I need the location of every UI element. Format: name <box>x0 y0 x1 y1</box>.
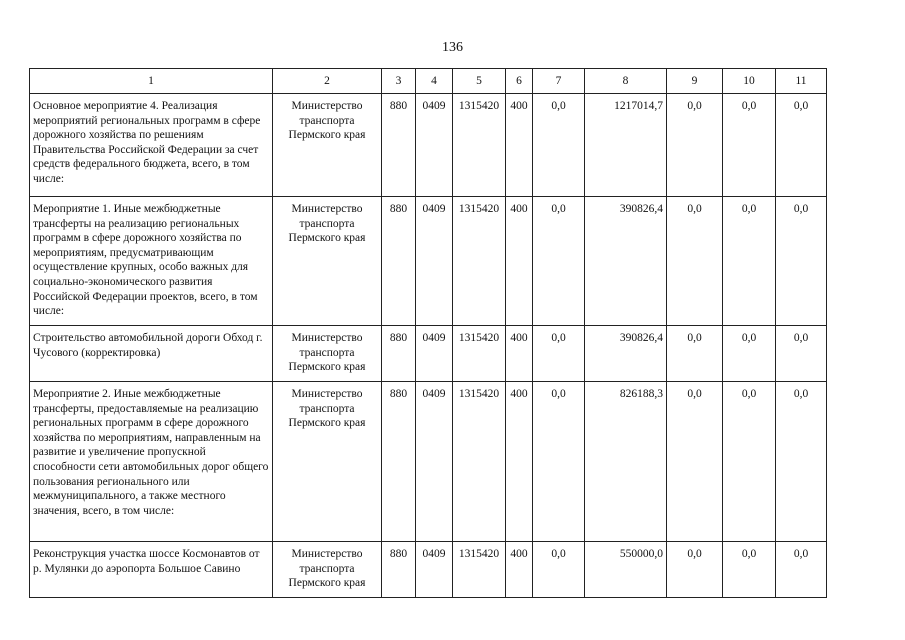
section-code: 0409 <box>416 542 453 598</box>
table-header <box>30 69 827 94</box>
amount-col7: 0,0 <box>533 542 585 598</box>
amount-col11: 0,0 <box>776 94 827 197</box>
column-header: 4 <box>416 69 453 94</box>
column-header: 6 <box>506 69 533 94</box>
page-number: 136 <box>442 40 463 55</box>
amount-col8: 550000,0 <box>585 542 667 598</box>
column-header: 3 <box>382 69 416 94</box>
column-header: 8 <box>585 69 667 94</box>
activity-name: Реконструкция участка шоссе Космонавтов от р. Мулянки до аэропорта Большое Савино <box>30 542 273 598</box>
target-article-code: 1315420 <box>453 94 506 197</box>
amount-col7: 0,0 <box>533 326 585 382</box>
amount-col10: 0,0 <box>723 542 776 598</box>
column-header: 9 <box>667 69 723 94</box>
expense-type-code: 400 <box>506 197 533 326</box>
activity-name: Мероприятие 2. Иные межбюджетные трансферты, предоставляемые на реализацию региональных программ в сфере дорожного хозяйства по мероприятиям, направленным на развитие и увеличение пропускной способности сети автомобильных дорог общего пользования регионального или межмуниципального, а также местного значения, всего, в том числе: <box>30 382 273 542</box>
amount-col7: 0,0 <box>533 94 585 197</box>
amount-col7: 0,0 <box>533 197 585 326</box>
table-row <box>30 542 827 598</box>
expense-type-code: 400 <box>506 326 533 382</box>
table-body <box>30 94 827 598</box>
target-article-code: 1315420 <box>453 382 506 542</box>
table-row <box>30 382 827 542</box>
section-code: 0409 <box>416 197 453 326</box>
activity-name: Строительство автомобильной дороги Обход г. Чусового (корректировка) <box>30 326 273 382</box>
amount-col10: 0,0 <box>723 382 776 542</box>
responsible-body: Министерство транспорта Пермского края <box>273 542 382 598</box>
ministry-code: 880 <box>382 326 416 382</box>
table-row <box>30 197 827 326</box>
column-header: 1 <box>30 69 273 94</box>
amount-col11: 0,0 <box>776 382 827 542</box>
responsible-body: Министерство транспорта Пермского края <box>273 94 382 197</box>
expense-type-code: 400 <box>506 382 533 542</box>
section-code: 0409 <box>416 382 453 542</box>
ministry-code: 880 <box>382 94 416 197</box>
column-header: 2 <box>273 69 382 94</box>
responsible-body: Министерство транспорта Пермского края <box>273 382 382 542</box>
table-row <box>30 326 827 382</box>
ministry-code: 880 <box>382 197 416 326</box>
amount-col11: 0,0 <box>776 197 827 326</box>
table-row <box>30 94 827 197</box>
amount-col8: 1217014,7 <box>585 94 667 197</box>
ministry-code: 880 <box>382 542 416 598</box>
responsible-body: Министерство транспорта Пермского края <box>273 326 382 382</box>
amount-col8: 390826,4 <box>585 326 667 382</box>
amount-col8: 390826,4 <box>585 197 667 326</box>
column-header: 10 <box>723 69 776 94</box>
responsible-body: Министерство транспорта Пермского края <box>273 197 382 326</box>
target-article-code: 1315420 <box>453 197 506 326</box>
amount-col11: 0,0 <box>776 542 827 598</box>
amount-col8: 826188,3 <box>585 382 667 542</box>
expense-type-code: 400 <box>506 542 533 598</box>
amount-col10: 0,0 <box>723 197 776 326</box>
amount-col9: 0,0 <box>667 326 723 382</box>
activity-name: Основное мероприятие 4. Реализация мероприятий региональных программ в сфере дорожного хозяйства по решениям Правительства Российской Федерации за счет средств федерального бюджета, всего, в том числе: <box>30 94 273 197</box>
column-header: 5 <box>453 69 506 94</box>
section-code: 0409 <box>416 326 453 382</box>
expense-type-code: 400 <box>506 94 533 197</box>
section-code: 0409 <box>416 94 453 197</box>
amount-col7: 0,0 <box>533 382 585 542</box>
amount-col10: 0,0 <box>723 94 776 197</box>
amount-col9: 0,0 <box>667 382 723 542</box>
amount-col11: 0,0 <box>776 326 827 382</box>
target-article-code: 1315420 <box>453 542 506 598</box>
column-header: 11 <box>776 69 827 94</box>
amount-col10: 0,0 <box>723 326 776 382</box>
column-header: 7 <box>533 69 585 94</box>
ministry-code: 880 <box>382 382 416 542</box>
target-article-code: 1315420 <box>453 326 506 382</box>
activity-name: Мероприятие 1. Иные межбюджетные трансферты на реализацию региональных программ в сфере дорожного хозяйства по мероприятиям, предусматривающим осуществление крупных, особо важных для социально-экономического развития Российской Федерации проектов, всего, в том числе: <box>30 197 273 326</box>
amount-col9: 0,0 <box>667 542 723 598</box>
amount-col9: 0,0 <box>667 197 723 326</box>
budget-table <box>29 68 827 598</box>
header-row <box>30 69 827 94</box>
amount-col9: 0,0 <box>667 94 723 197</box>
